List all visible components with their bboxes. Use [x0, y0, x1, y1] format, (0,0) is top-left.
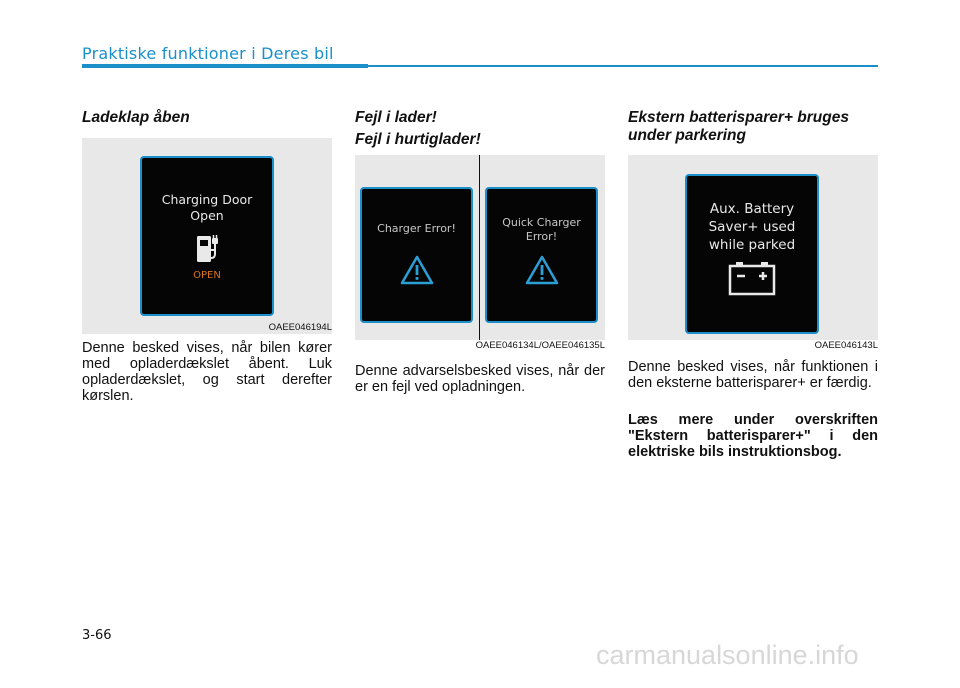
- figure-battery-saver: [628, 155, 878, 340]
- heading-line2: under parkering: [628, 127, 746, 144]
- heading-line1: Ekstern batterisparer+ bruges: [628, 109, 849, 126]
- heading-charging-door: Ladeklap åben: [82, 109, 190, 126]
- body-text: Denne besked vises, når funktionen i den eksterne batterisparer+ er færdig.: [628, 359, 878, 391]
- display-line2: Error!: [525, 230, 558, 243]
- display-charger-error: [360, 187, 473, 323]
- display-charging-door: [140, 156, 274, 316]
- display-line1: Quick Charger: [502, 216, 581, 229]
- section-title: Praktiske funktioner i Deres bil: [82, 44, 334, 63]
- figure-divider: [479, 155, 480, 340]
- battery-icon: [727, 260, 777, 296]
- warning-triangle-icon: [399, 254, 435, 286]
- figure-caption: OAEE046143L: [814, 340, 878, 351]
- figure-caption: OAEE046194L: [268, 322, 332, 333]
- display-open-label: OPEN: [193, 270, 221, 281]
- heading-charger-error: Fejl i lader!: [355, 109, 437, 126]
- watermark: carmanualsonline.info: [596, 640, 859, 670]
- warning-triangle-icon: [524, 254, 560, 286]
- page-number: 3-66: [82, 628, 112, 643]
- display-quick-charger-error: [485, 187, 598, 323]
- header-rule-thin: [368, 65, 878, 67]
- display-text: Charger Error!: [377, 222, 456, 235]
- display-line1: Aux. Battery: [709, 201, 795, 217]
- heading-quick-charger-error: Fejl i hurtiglader!: [355, 131, 481, 148]
- heading-battery-saver: [628, 109, 849, 145]
- display-line2: Open: [190, 208, 224, 223]
- body-text: Denne besked vises, når bilen kører med opladerdækslet åbent. Luk opladerdækslet, og start derefter kørslen.: [82, 340, 332, 404]
- display-battery-saver: [685, 174, 819, 334]
- display-line3: while parked: [708, 237, 796, 253]
- fuel-pump-plug-icon: [190, 232, 224, 266]
- header-rule-thick: [82, 64, 368, 68]
- display-line1: Charging Door: [161, 192, 253, 207]
- display-line2: Saver+ used: [708, 219, 796, 235]
- figure-caption: OAEE046134L/OAEE046135L: [475, 340, 605, 351]
- body-text: Denne advarselsbesked vises, når der er en fejl ved opladningen.: [355, 363, 605, 395]
- body-text-bold: Læs mere under overskriften "Ekstern batterisparer+" i den elektriske bils instruktionsbog.: [628, 412, 878, 460]
- figure-charger-error: [355, 155, 605, 340]
- figure-charging-door: [82, 138, 332, 334]
